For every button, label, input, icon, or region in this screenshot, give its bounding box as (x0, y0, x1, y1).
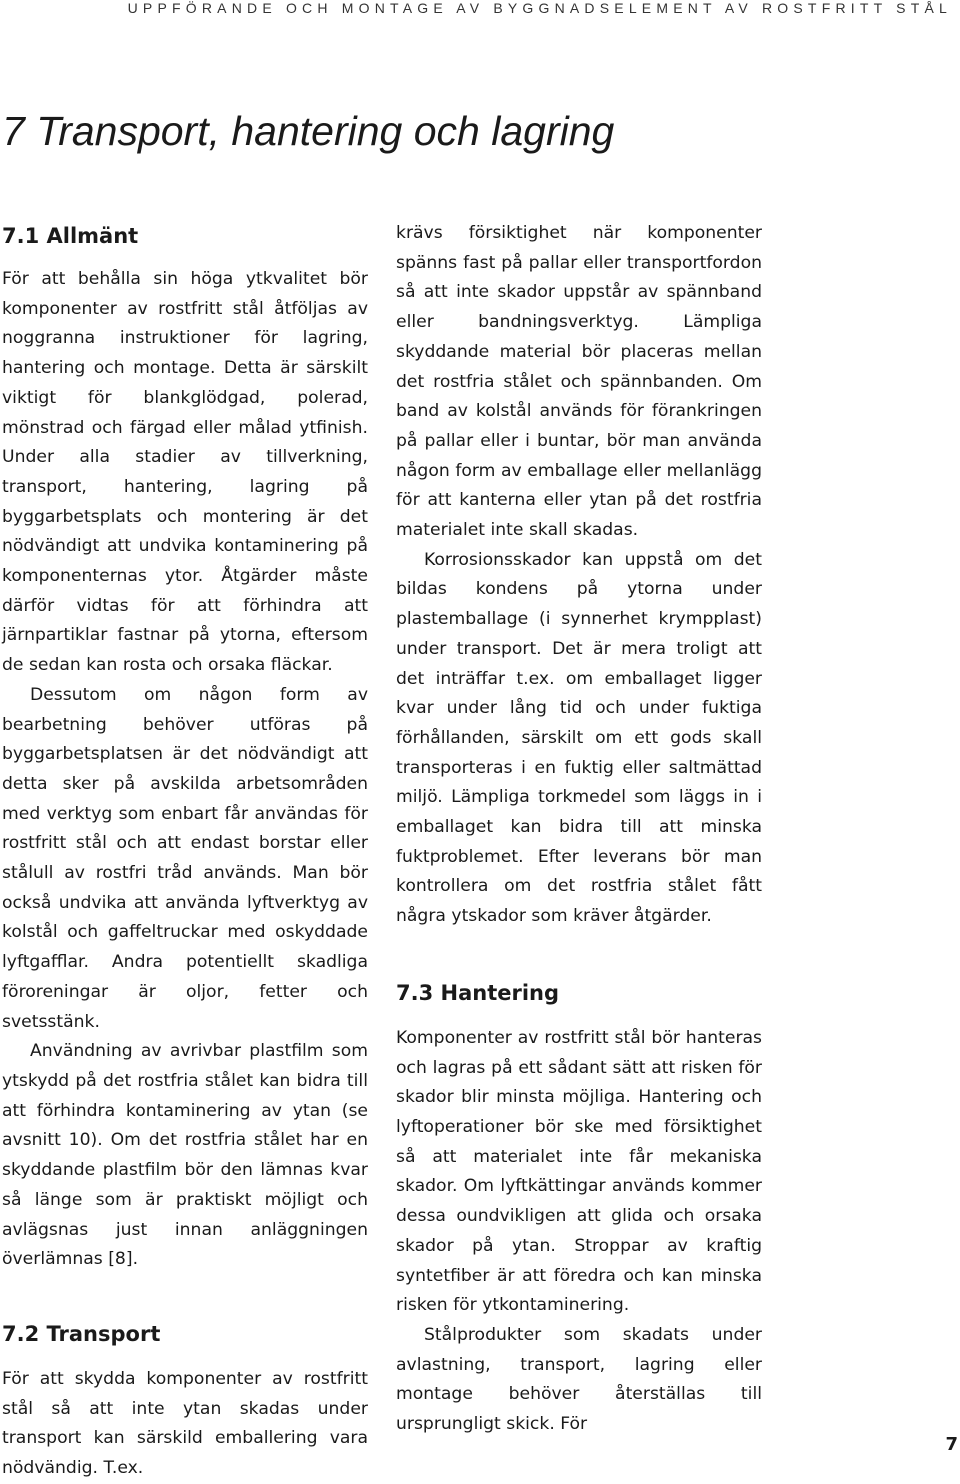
paragraph: Användning av avrivbar plastfilm som ytskydd på det rostfria stålet kan bidra till att förhindra kontaminering av ytan (se avsnitt 10). Om det rostfria stålet har en skyddande plastfilm bör den lämnas kvar så länge som är praktiskt möjligt och avlägsnas just innan anläggningen överlämnas [8]. (2, 1041, 368, 1270)
paragraph: För att behålla sin höga ytkvalitet bör komponenter av rostfritt stål åtföljas av noggranna instruktioner för lagring, hantering och montage. Detta är särskilt viktigt för blankglödgad, polerad, mönstrad och färgad eller målad ytfinish. Under alla stadier av tillverkning, transport, hantering, lagring på byggarbetsplats och montering är det nödvändigt att undvika kontaminering på komponenternas ytor. Åtgärder måste därför vidtas för att förhindra att järnpartiklar fastnar på ytorna, eftersom de sedan kan rosta och orsaka fläckar. (2, 269, 368, 676)
left-column (2, 219, 368, 1484)
paragraph: krävs försiktighet när komponenter spänns fast på pallar eller transportfordon så att inte skador uppstår av spännband eller bandningsverktyg. Lämpliga skyddande material bör placeras mellan det rostfria stålet och spännbanden. Om band av kolstål används för förankringen på pallar eller i buntar, bör man använda någon form av emballage eller mellanlägg för att kanterna eller ytan på det rostfria materialet inte skall skadas. (396, 223, 762, 541)
section-heading-7-2: 7.2 Transport (2, 1321, 161, 1346)
section-heading-7-3: 7.3 Hantering (396, 980, 560, 1005)
chapter-title: 7 Transport, hantering och lagring (2, 108, 615, 154)
paragraph: Stålprodukter som skadats under avlastning, transport, lagring eller montage behöver återställas till ursprungligt skick. För (396, 1324, 762, 1435)
paragraph: Komponenter av rostfritt stål bör hanteras och lagras på ett sådant sätt att risken för skador blir minsta möjliga. Hantering och lyftoperationer bör ske med försiktighet så att materialet inte får mekaniska skador. Om lyftkättingar används kommer dessa oundvikligen att glida och orsaka skador på ytan. Stroppar av kraftig syntetfiber är att föredra och kan minska risken för ytkontaminering. (396, 1027, 762, 1316)
paragraph: Korrosionsskador kan uppstå om det bildas kondens på ytorna under plastemballage (i synnerhet krympplast) under transport. Det är mera troligt att det inträffar t.ex. om emballaget ligger kvar under lång tid och under fuktiga förhållanden, särskilt om ett gods skall transporteras i en fuktig eller saltmättad miljö. Lämpliga torkmedel som läggs in i emballaget kan bidra till att minska fuktproblemet. Efter leverans bör man kontrollera om det rostfria stålet fått några ytskador som kräver åtgärder. (396, 549, 762, 927)
paragraph: För att skydda komponenter av rostfritt stål så att inte ytan skadas under transport kan särskild emballering vara nödvändig. T.ex. (2, 1368, 368, 1479)
section-heading-7-1: 7.1 Allmänt (2, 224, 139, 248)
paragraph: Dessutom om någon form av bearbetning behöver utföras på byggarbetsplatsen är det nödvändigt att detta sker på avskilda arbetsområden med verktyg som enbart får användas för rostfritt stål och att endast borstar eller stålull av rostfri tråd används. Man bör också undvika att använda lyftverktyg av kolstål och gaffeltruckar med oskyddade lyftgafflar. Andra potentiellt skadliga föroreningar är oljor, fetter och svetsstänk. (2, 684, 368, 1032)
page-number: 7 (945, 1434, 958, 1455)
running-header: UPPFÖRANDE OCH MONTAGE AV BYGGNADSELEMENT AV ROSTFRITT STÅL (127, 0, 952, 16)
right-column (396, 219, 762, 1440)
